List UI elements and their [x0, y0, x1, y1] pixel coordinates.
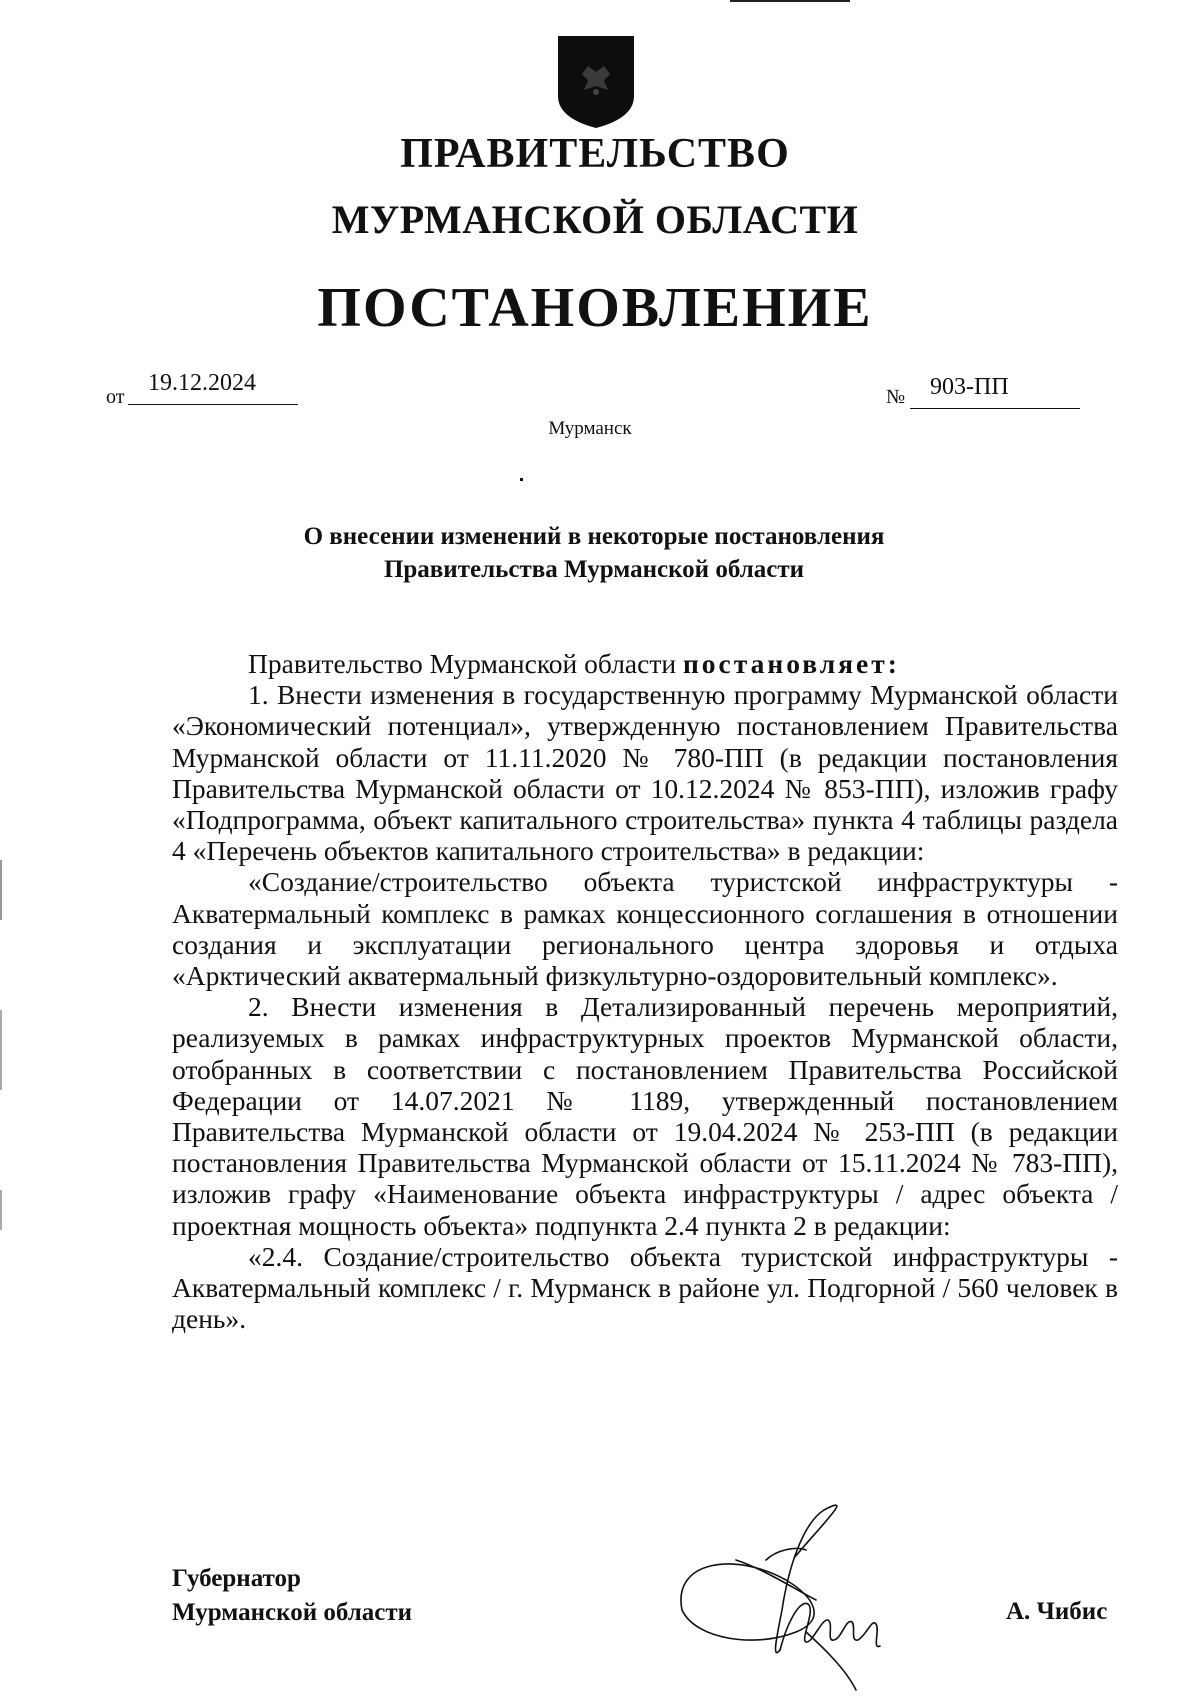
- paragraph-1-quote: «Создание/строительство объекта туристской инфраструктуры - Акватермальный комплекс в рамках концессионного соглашения в отношении создания и эксплуатации регионального центра здоровья и отдыха «Арктический акватермальный физкультурно-оздоровительный комплекс».: [172, 866, 1118, 992]
- paragraph-2-quote: «2.4. Создание/строительство объекта туристской инфраструктуры - Акватермальный комплекс / г. Мурманск в районе ул. Подгорной / 560 человек в день».: [172, 1240, 1118, 1335]
- city-label: Мурманск: [548, 418, 632, 439]
- document-number: 903-ПП: [930, 374, 1009, 400]
- date-underline: [128, 404, 298, 405]
- signer-position: [172, 1562, 412, 1630]
- coat-of-arms-icon: [556, 34, 636, 130]
- document-type-title: ПОСТАНОВЛЕНИЕ: [317, 277, 873, 339]
- document-subject: [0, 520, 1188, 586]
- date-prefix: от: [106, 386, 125, 408]
- number-underline: [910, 408, 1080, 409]
- document-date: 19.12.2024: [148, 370, 256, 396]
- number-prefix: №: [886, 386, 906, 408]
- government-region-title: МУРМАНСКОЙ ОБЛАСТИ: [331, 197, 859, 242]
- subject-line-2: Правительства Мурманской области: [383, 556, 805, 583]
- intro-action: постановляет: [682, 648, 888, 679]
- signer-position-line-1: Губернатор: [172, 1565, 301, 1592]
- signer-name: А. Чибис: [1006, 1598, 1108, 1625]
- signer-position-line-2: Мурманской области: [172, 1599, 413, 1626]
- document-body: [172, 648, 1118, 1334]
- intro-paragraph: [172, 648, 1118, 679]
- paragraph-1: 1. Внести изменения в государственную программу Мурманской области «Экономический потенциал», утвержденную постановлением Правительства Мурманской области от 11.11.2020 № 780-ПП (в редакции постановления Правительства Мурманской области от 10.12.2024 № 853-ПП), изложив графу «Подпрограмма, объект капитального строительства» пункта 4 таблицы раздела 4 «Перечень объектов капитального строительства» в редакции:: [172, 679, 1118, 867]
- scan-margin-marks: [0, 860, 4, 1300]
- intro-colon: :: [887, 648, 900, 679]
- scan-dot: [520, 478, 523, 481]
- subject-line-1: О внесении изменений в некоторые постановления: [303, 523, 885, 550]
- government-title: ПРАВИТЕЛЬСТВО: [400, 131, 790, 177]
- scan-top-mark: [730, 0, 850, 2]
- intro-text: Правительство Мурманской области: [248, 648, 683, 679]
- paragraph-2: 2. Внести изменения в Детализированный перечень мероприятий, реализуемых в рамках инфраструктурных проектов Мурманской области, отобранных в соответствии с постановлением Правительства Российской Федерации от 14.07.2021 № 1189, утвержденный постановлением Правительства Мурманской области от 19.04.2024 № 253-ПП (в редакции постановления Правительства Мурманской области от 15.11.2024 № 783-ПП), изложив графу «Наименование объекта инфраструктуры / адрес объекта / проектная мощность объекта» подпункта 2.4 пункта 2 в редакции:: [172, 991, 1118, 1241]
- signature-icon: [676, 1500, 946, 1696]
